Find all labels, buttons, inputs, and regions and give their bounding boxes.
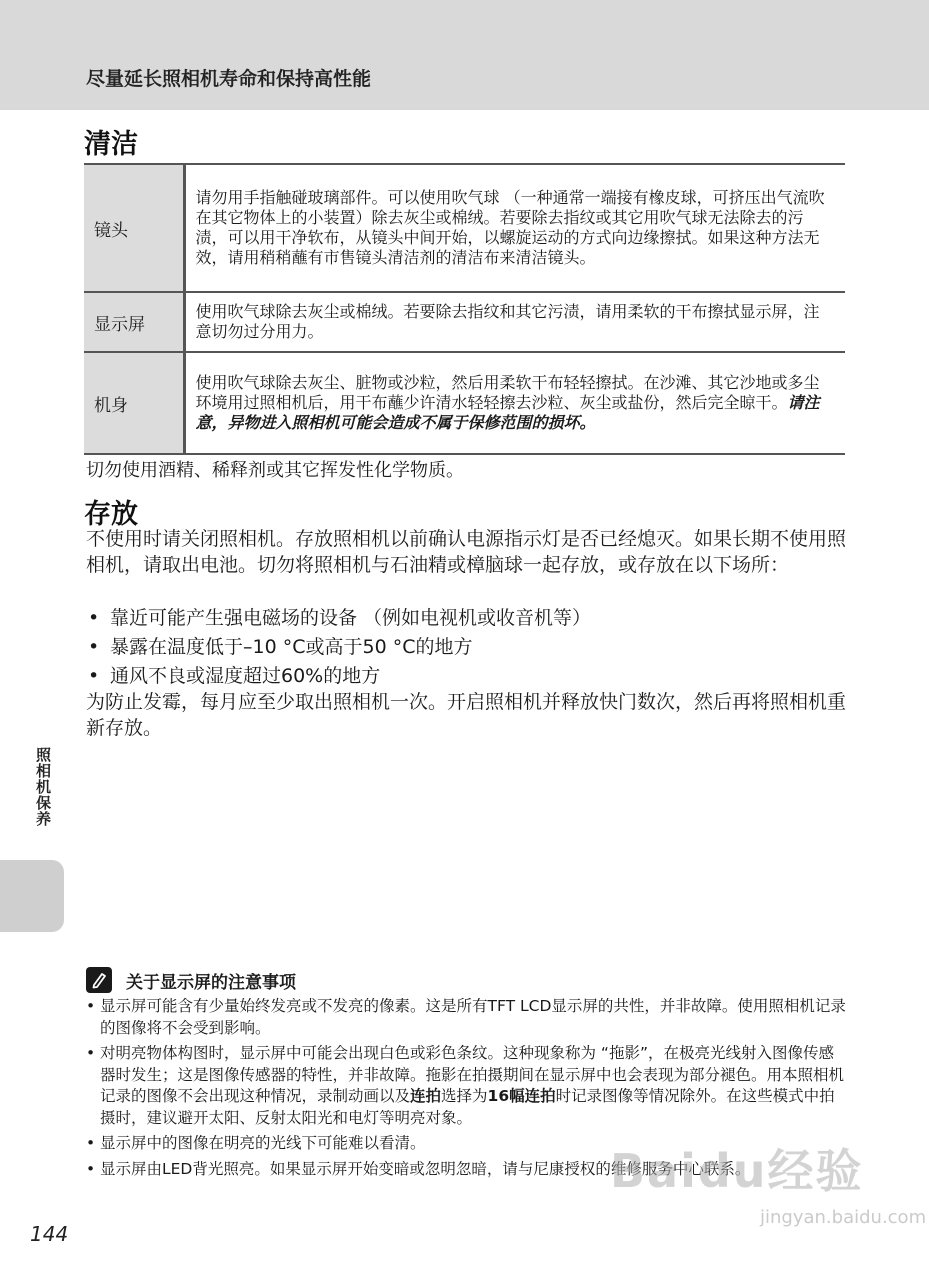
storage-heading: 存放 [84, 499, 138, 530]
cleaning-table [84, 163, 845, 455]
note-title: 关于显示屏的注意事项 [126, 972, 296, 993]
table-row [84, 292, 845, 352]
list-item: • 靠近可能产生强电磁场的设备 （例如电视机或收音机等） [86, 604, 848, 633]
list-item: • 通风不良或湿度超过60%的地方 [86, 662, 848, 691]
list-item: • 显示屏可能含有少量始终发亮或不发亮的像素。这是所有TFT LCD显示屏的共性，并非故障。使用照相机记录的图像将不会受到影响。 [86, 996, 846, 1039]
list-item: • 显示屏中的图像在明亮的光线下可能难以看清。 [86, 1133, 846, 1155]
note-bold-term: 16幅连拍 [487, 1087, 556, 1105]
page-number: 144 [30, 1222, 69, 1246]
list-item: • 暴露在温度低于–10 °C或高于50 °C的地方 [86, 633, 848, 662]
row-description [184, 352, 845, 454]
chemical-warning: 切勿使用酒精、稀释剂或其它挥发性化学物质。 [86, 460, 464, 481]
watermark [600, 1135, 927, 1255]
header-band [0, 0, 929, 110]
note-text: 选择为 [441, 1087, 488, 1105]
pencil-icon [86, 967, 112, 993]
row-label: 镜头 [84, 164, 184, 292]
watermark-url: jingyan.baidu.com [760, 1207, 927, 1228]
list-item: • 显示屏由LED背光照亮。如果显示屏开始变暗或忽明忽暗，请与尼康授权的维修服务中心联系。 [86, 1159, 846, 1181]
storage-bullet-list [86, 604, 848, 691]
note-text: 时记录图像等情况除外。在这些模式中拍摄时，建议避开太阳、反射太阳光和电灯等明亮对象。 [100, 1087, 835, 1127]
row-label: 机身 [84, 352, 184, 454]
table-row [84, 164, 845, 292]
note-text: 对明亮物体构图时，显示屏中可能会出现白色或彩色条纹。这种现象称为 “拖影”，在极亮光线射入图像传感器时发生；这是图像传感器的特性，并非故障。拖影在拍摄期间在显示屏中也会表现为部分褪色。用本照相机记录的图像不会出现这种情况，录制动画以及 [100, 1044, 845, 1105]
storage-closing: 为防止发霉，每月应至少取出照相机一次。开启照相机并释放快门数次，然后再将照相机重新存放。 [86, 691, 847, 739]
watermark-brand: Baidu经验 [610, 1144, 864, 1198]
row-label: 显示屏 [84, 292, 184, 352]
side-tab-label: 照相机保养 [34, 747, 52, 827]
row-description: 请勿用手指触碰玻璃部件。可以使用吹气球 （一种通常一端接有橡皮球，可挤压出气流吹在其它物体上的小装置）除去灰尘或棉绒。若要除去指纹或其它用吹气球无法除去的污渍，可以用干净软布，从镜头中间开始，以螺旋运动的方式向边缘擦拭。如果这种方法无效，请用稍稍蘸有市售镜头清洁剂的清洁布来清洁镜头。 [184, 164, 845, 292]
storage-intro: 不使用时请关闭照相机。存放照相机以前确认电源指示灯是否已经熄灭。如果长期不使用照相机，请取出电池。切勿将照相机与石油精或樟脑球一起存放，或存放在以下场所： [86, 528, 847, 576]
side-tab-block [0, 860, 64, 932]
row-description: 使用吹气球除去灰尘或棉绒。若要除去指纹和其它污渍，请用柔软的干布擦拭显示屏，注意切勿过分用力。 [184, 292, 845, 352]
table-row [84, 352, 845, 454]
note-bold-term: 连拍 [410, 1087, 442, 1105]
row-text: 使用吹气球除去灰尘、脏物或沙粒，然后用柔软干布轻轻擦拭。在沙滩、其它沙地或多尘环境用过照相机后，用干布蘸少许清水轻轻擦去沙粒、灰尘或盐份，然后完全晾干。 [195, 373, 820, 412]
note-heading [86, 966, 296, 994]
cleaning-heading: 清洁 [84, 129, 138, 160]
warning-text: 请注意，异物进入照相机可能会造成不属于保修范围的损坏。 [195, 393, 820, 432]
page-header-title: 尽量延长照相机寿命和保持高性能 [86, 68, 372, 90]
list-item [86, 1043, 846, 1129]
